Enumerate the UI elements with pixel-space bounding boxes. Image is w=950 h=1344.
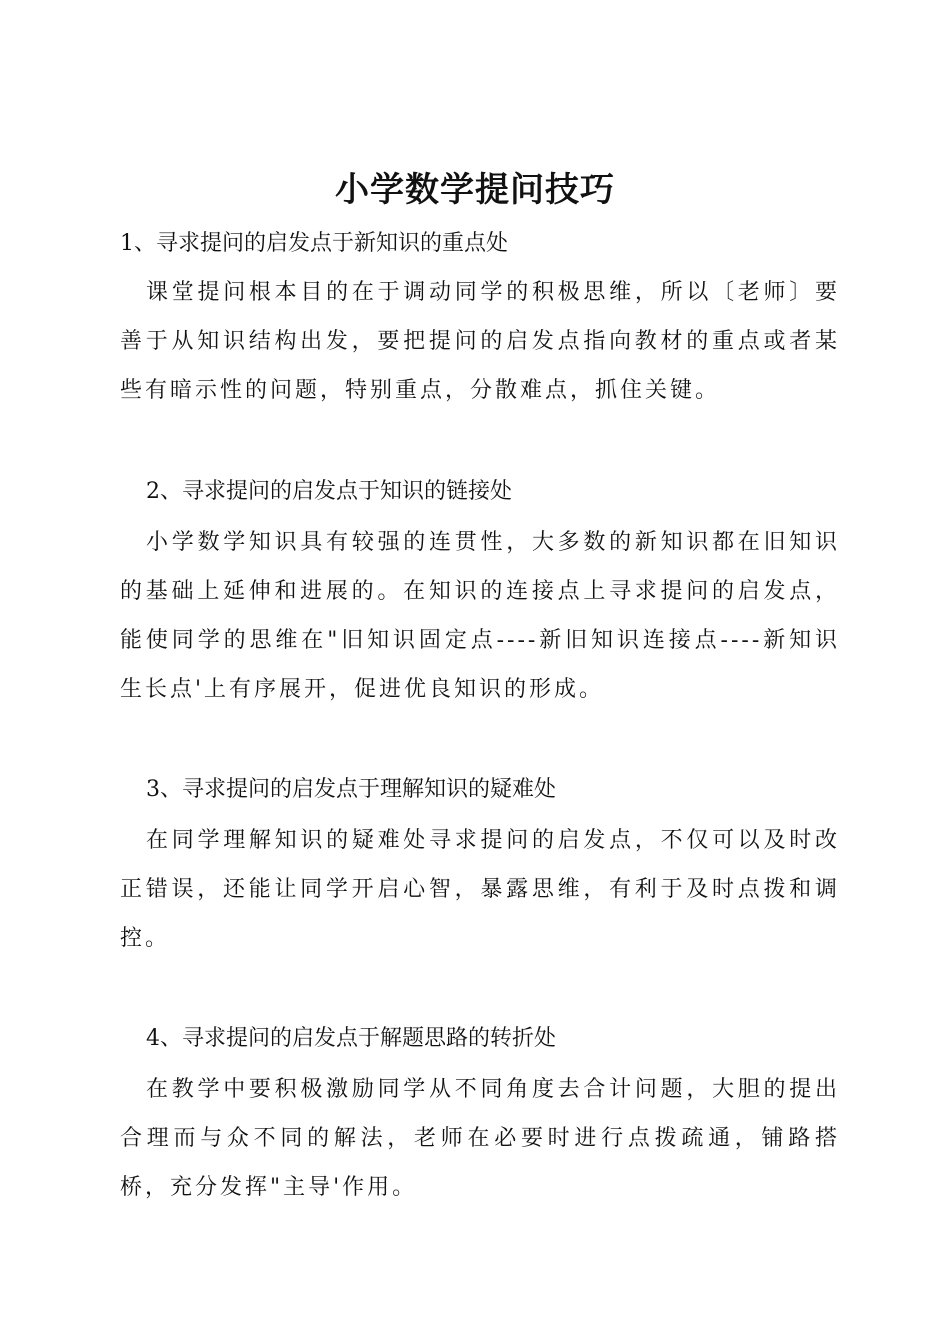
section-1-heading: 1、寻求提问的启发点于新知识的重点处 <box>120 231 508 256</box>
section-4-body: 在教学中要积极激励同学从不同角度去合计问题，大胆的提出合理而与众不同的解法，老师在必要时进行点拨疏通，铺路搭桥，充分发挥"主导'作用。 <box>120 1077 840 1200</box>
section-1-body: 课堂提问根本目的在于调动同学的积极思维，所以〔老师〕要善于从知识结构出发，要把提问的启发点指向教材的重点或者某些有暗示性的问题，特别重点，分散难点，抓住关键。 <box>120 280 840 403</box>
section-1 <box>120 226 840 415</box>
page-title: 小学数学提问技巧 <box>335 169 615 210</box>
section-2 <box>120 474 840 714</box>
section-3-heading: 3、寻求提问的启发点于理解知识的疑难处 <box>146 777 556 802</box>
section-4-heading: 4、寻求提问的启发点于解题思路的转折处 <box>146 1026 556 1051</box>
section-2-heading: 2、寻求提问的启发点于知识的链接处 <box>146 479 512 504</box>
section-2-body: 小学数学知识具有较强的连贯性，大多数的新知识都在旧知识的基础上延伸和进展的。在知识的连接点上寻求提问的启发点，能使同学的思维在"旧知识固定点----新旧知识连接点----新知识生长点'上有序展开，促进优良知识的形成。 <box>120 530 840 702</box>
section-4 <box>120 1021 840 1212</box>
section-3-body: 在同学理解知识的疑难处寻求提问的启发点，不仅可以及时改正错误，还能让同学开启心智，暴露思维，有利于及时点拨和调控。 <box>120 828 840 951</box>
section-3 <box>120 772 840 963</box>
